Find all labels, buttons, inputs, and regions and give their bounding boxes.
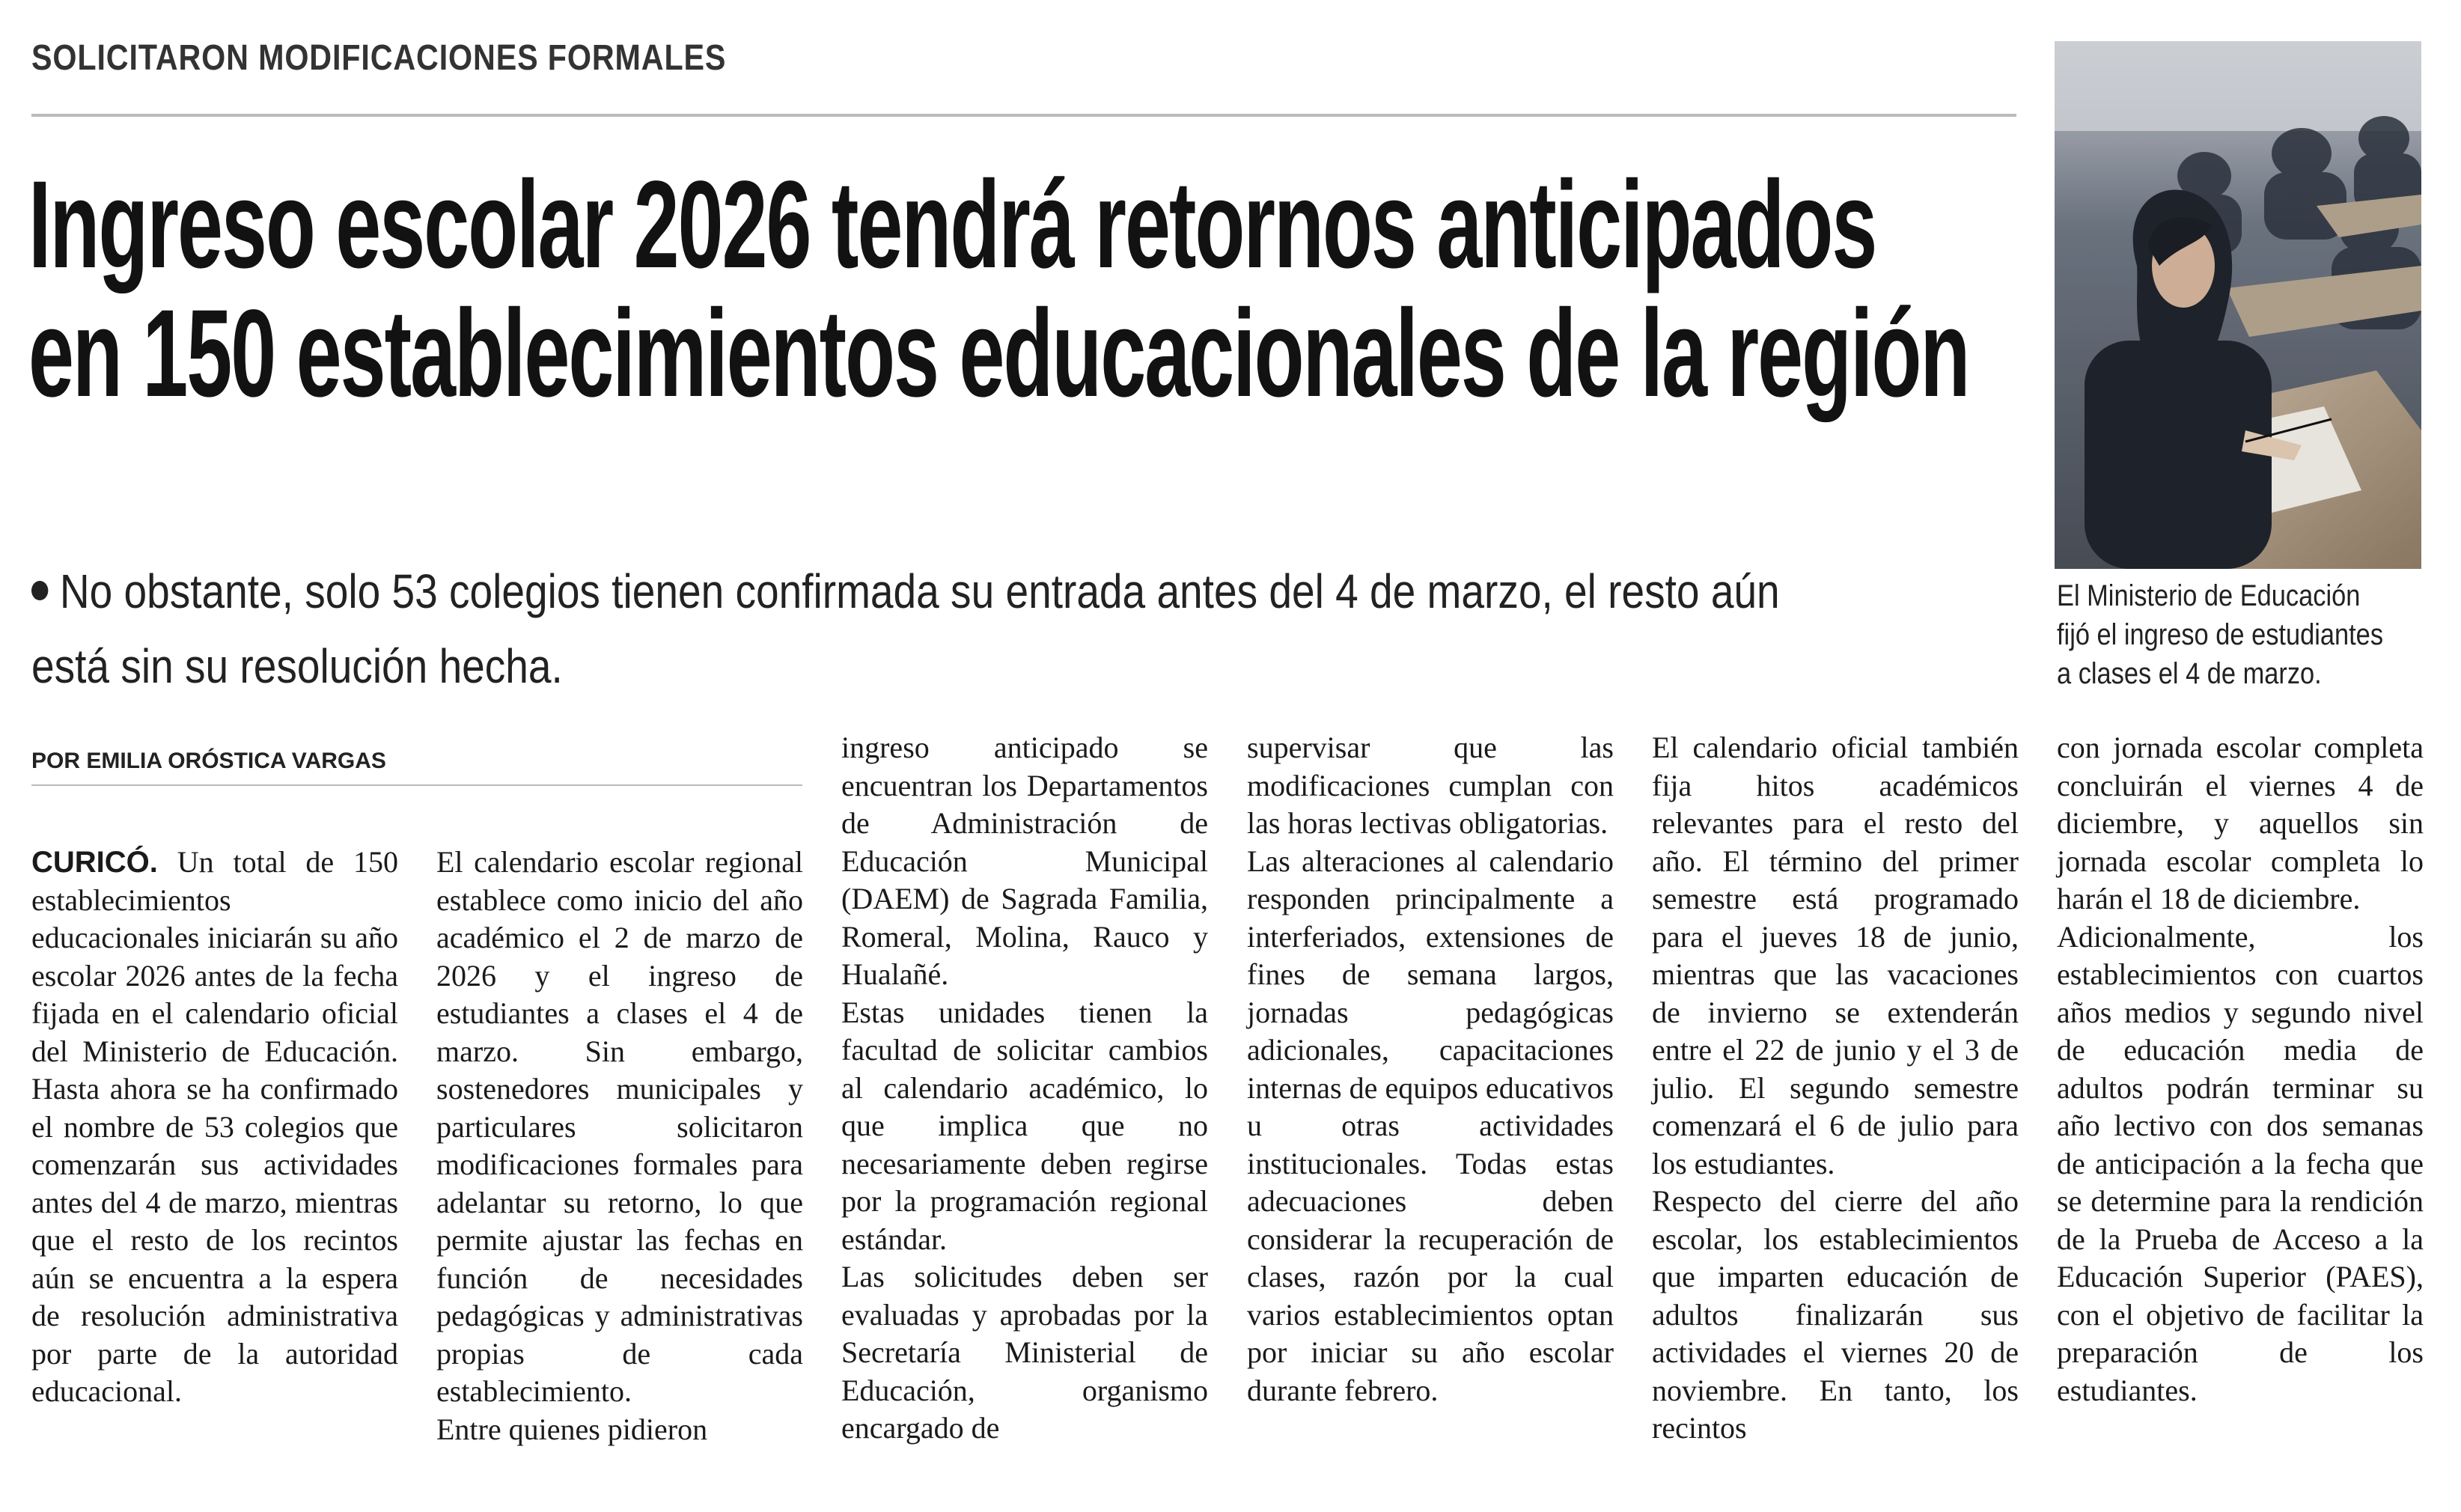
byline: POR EMILIA ORÓSTICA VARGAS [31, 749, 386, 773]
body-paragraph: Las solicitudes deben ser evaluadas y aprobadas por la Secretaría Ministerial de Educación, organismo encargado de [841, 1260, 1208, 1445]
body-column-5 [1652, 729, 2019, 1448]
body-paragraph: El calendario escolar regional establece como inicio del año académico el 2 de marzo de 2026 y el ingreso de estudiantes a clases el 4 de marzo. Sin embargo, sostenedores municipales y particulares solicitaron modificaciones formales para adelantar su retorno, lo que permite ajustar las fechas en función de necesidades pedagógicas y administrativas propias de cada establecimiento. [436, 845, 803, 1408]
byline-divider [31, 784, 802, 786]
body-paragraph: supervisar que las modificaciones cumplan con las horas lectivas obligatorias. [1247, 731, 1614, 840]
body-column-4 [1247, 729, 1614, 1409]
headline-line-2: en 150 establecimientos educacionales de la región [28, 284, 1969, 423]
deck [31, 554, 2022, 704]
body-paragraph: El calendario oficial también fija hitos académicos relevantes para el resto del año. El término del primer semestre está programado para el jueves 18 de junio, mientras que las vacaciones de invierno se extenderán entre el 22 de junio y el 3 de julio. El segundo semestre comenzará el 6 de julio para los estudiantes. [1652, 731, 2019, 1180]
body-column-3 [841, 729, 1208, 1448]
photo-caption [2057, 576, 2431, 693]
body-text: Un total de 150 establecimientos educacionales iniciarán su año escolar 2026 antes de la fecha fijada en el calendario oficial del Ministerio de Educación. Hasta ahora se ha confirmado el nombre de 53 colegios que comenzarán sus actividades antes del 4 de marzo, mientras que el resto de los recintos aún se encuentra a la espera de resolución administrativa por parte de la autoridad educacional. [31, 845, 398, 1408]
body-column-6 [2057, 729, 2424, 1409]
body-paragraph: Las alteraciones al calendario responden principalmente a interferiados, extensiones de fines de semana largos, jornadas pedagógicas adicionales, capacitaciones internas de equipos educativos u otras actividades institucionales. Todas estas adecuaciones deben considerar la recuperación de clases, razón por la cual varios establecimientos optan por iniciar su año escolar durante febrero. [1247, 844, 1614, 1407]
caption-line-1: El Ministerio de Educación [2057, 579, 2361, 612]
body-paragraph: Entre quienes pidieron [436, 1412, 708, 1446]
headline-line-1: Ingreso escolar 2026 tendrá retornos anticipados [28, 156, 1876, 294]
body-column-1 [31, 844, 398, 1411]
classroom-exam-photo [2055, 41, 2421, 569]
kicker: SOLICITARON MODIFICACIONES FORMALES [31, 38, 727, 78]
top-divider [31, 114, 2016, 117]
dateline: CURICÓ. [31, 846, 158, 879]
deck-line-1 [31, 554, 1780, 629]
body-paragraph: ingreso anticipado se encuentran los Departamentos de Administración de Educación Municipal (DAEM) de Sagrada Familia, Romeral, Molina, Rauco y Hualañé. [841, 731, 1208, 991]
caption-line-3: a clases el 4 de marzo. [2057, 657, 2322, 690]
body-paragraph [31, 844, 398, 1411]
article-photo [2055, 41, 2421, 569]
body-column-2 [436, 844, 803, 1448]
body-paragraph: Respecto del cierre del año escolar, los establecimientos que imparten educación de adultos finalizarán sus actividades el viernes 20 de noviembre. En tanto, los recintos [1652, 1184, 2019, 1445]
body-paragraph: Estas unidades tienen la facultad de solicitar cambios al calendario académico, lo que implica que no necesariamente deben regirse por la programación regional estándar. [841, 995, 1208, 1256]
body-paragraph: con jornada escolar completa concluirán el viernes 4 de diciembre, y aquellos sin jornada escolar completa lo harán el 18 de diciembre. [2057, 731, 2424, 915]
headline [28, 156, 2019, 423]
bullet-icon [31, 581, 48, 600]
caption-line-2: fijó el ingreso de estudiantes [2057, 618, 2384, 651]
deck-line-1-text: No obstante, solo 53 colegios tienen confirmada su entrada antes del 4 de marzo, el resto aún [59, 564, 1780, 618]
body-paragraph: Adicionalmente, los establecimientos con cuartos años medios y segundo nivel de educación media de adultos podrán terminar su año lectivo con dos semanas de anticipación a la fecha que se determine para la rendición de la Prueba de Acceso a la Educación Superior (PAES), con el objetivo de facilitar la preparación de los estudiantes. [2057, 919, 2424, 1407]
deck-line-2: está sin su resolución hecha. [31, 639, 563, 693]
